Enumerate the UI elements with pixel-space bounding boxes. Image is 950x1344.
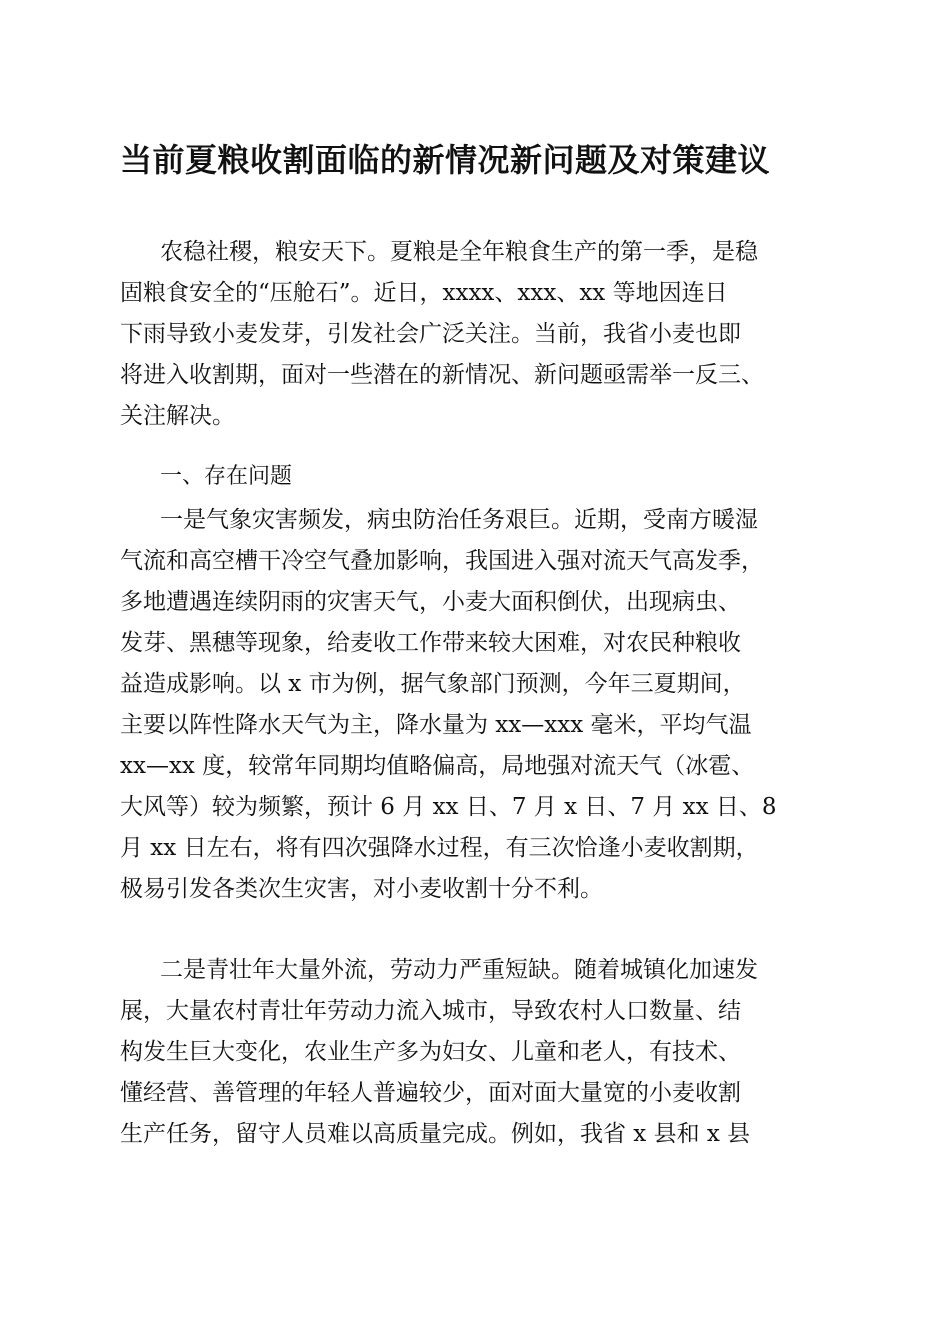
document-title: 当前夏粮收割面临的新情况新问题及对策建议 [120,141,771,179]
text-line: 益造成影响。以 x 市为例，据气象部门预测，今年三夏期间， [120,671,746,697]
text-line: 固粮食安全的“压舱石”。近日，xxxx、xxx、xx 等地因连日 [120,280,728,306]
section-heading: 一、存在问题 [160,464,293,489]
point-two-first-line-rest: 随着城镇化加速发 [574,957,758,983]
text-line: 主要以阵性降水天气为主，降水量为 xx—xxx 毫米，平均气温 [120,712,752,738]
text-line: 气流和高空槽干冷空气叠加影响，我国进入强对流天气高发季， [120,548,764,574]
text-line: 将进入收割期，面对一些潜在的新情况、新问题亟需举一反三、 [120,362,764,388]
text-line: 多地遭遇连续阴雨的灾害天气，小麦大面积倒伏，出现病虫、 [120,589,741,615]
text-line: 构发生巨大变化，农业生产多为妇女、儿童和老人，有技术、 [120,1039,741,1065]
text-line: 懂经营、善管理的年轻人普遍较少，面对面大量宽的小麦收割 [120,1080,741,1106]
text-line: 关注解决。 [120,403,235,429]
text-line: 农稳社稷，粮安天下。夏粮是全年粮食生产的第一季，是稳 [160,239,758,265]
section-heading-block [120,456,832,497]
text-line: 大风等）较为频繁，预计 6 月 xx 日、7 月 x 日、7 月 xx 日、8 [120,794,777,820]
point-one-paragraph [120,500,832,910]
point-two-paragraph [120,950,832,1155]
point-one-lead: 一是气象灾害频发，病虫防治任务艰巨。 [160,507,574,533]
point-two-lead: 二是青壮年大量外流，劳动力严重短缺。 [160,957,574,983]
text-line: 下雨导致小麦发芽，引发社会广泛关注。当前，我省小麦也即 [120,321,741,347]
text-line: 极易引发各类次生灾害，对小麦收割十分不利。 [120,876,603,902]
intro-paragraph [120,232,832,437]
point-one-first-line-rest: 近期，受南方暖湿 [574,507,758,533]
text-line: 发芽、黑穗等现象，给麦收工作带来较大困难，对农民种粮收 [120,630,741,656]
text-line: 生产任务，留守人员难以高质量完成。例如，我省 x 县和 x 县 [120,1121,751,1147]
text-line: 展，大量农村青壮年劳动力流入城市，导致农村人口数量、结 [120,998,741,1024]
text-line: 月 xx 日左右，将有四次强降水过程，有三次恰逢小麦收割期， [120,835,759,861]
text-line [120,950,832,991]
text-line [120,500,832,541]
text-line: xx—xx 度，较常年同期均值略偏高，局地强对流天气（冰雹、 [120,753,755,779]
